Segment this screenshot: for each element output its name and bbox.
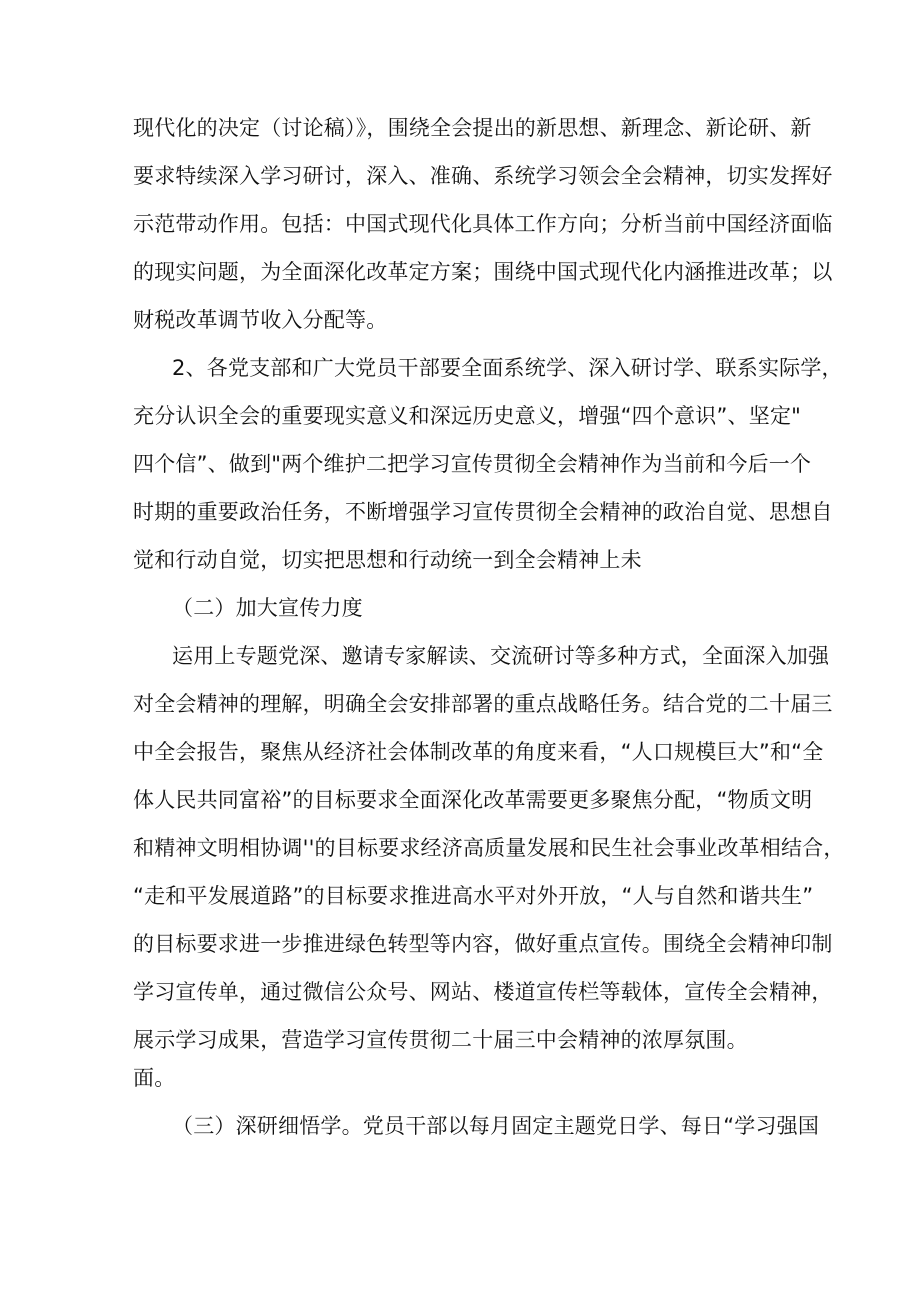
text-line: 中全会报告，聚焦从经济社会体制改革的角度来看，“人口规模巨大”和“全 [133, 740, 824, 764]
text-line: 展示学习成果，营造学习宣传贯彻二十届三中会精神的浓厚氛围。 [133, 1028, 748, 1052]
text-line: 四个信”、做到"两个维护二把学习宣传贯彻全会精神作为当前和今后一个 [133, 452, 812, 476]
text-line: 的目标要求进一步推进绿色转型等内容，做好重点宣传。围绕全会精神印制 [133, 932, 833, 956]
text-line: （三）深研细悟学。党员干部以每月固定主题党日学、每日“学习强国 [172, 1114, 820, 1138]
text-line: 体人民共同富裕”的目标要求全面深化改革需要更多聚焦分配，“物质文明 [133, 788, 813, 812]
text-line: 和精神文明相协调''的目标要求经济高质量发展和民生社会事业改革相结合， [133, 836, 845, 860]
text-line: 的现实问题，为全面深化改革定方案；围绕中国式现代化内涵推进改革；以 [133, 260, 833, 284]
text-line: 学习宣传单，通过微信公众号、网站、楼道宣传栏等载体，宣传全会精神， [133, 980, 833, 1004]
text-line: 示范带动作用。包括：中国式现代化具体工作方向；分析当前中国经济面临 [133, 212, 833, 236]
text-line: 2、各党支部和广大党员干部要全面系统学、深入研讨学、联系实际学， [172, 356, 843, 380]
text-line: 现代化的决定（讨论稿）》，围绕全会提出的新思想、新理念、新论研、新 [133, 116, 812, 140]
text-line: 财税改革调节收入分配等。 [133, 308, 388, 332]
text-line: 时期的重要政治任务，不断增强学习宣传贯彻全会精神的政治自觉、思想自 [133, 500, 833, 524]
text-line: 对全会精神的理解，明确全会安排部署的重点战略任务。结合党的二十届三 [133, 692, 833, 716]
text-line: 觉和行动自觉，切实把思想和行动统一到全会精神上未 [133, 548, 642, 572]
section-heading: （二）加大宣传力度 [172, 596, 363, 620]
text-line: “走和平发展道路”的目标要求推进高水平对外开放，“人与自然和谐共生” [133, 884, 814, 908]
text-line: 面。 [133, 1066, 176, 1090]
text-line: 充分认识全会的重要现实意义和深远历史意义，增强“四个意识”、坚定" [133, 404, 802, 428]
text-line: 运用上专题党深、邀请专家解读、交流研讨等多种方式，全面深入加强 [172, 644, 830, 668]
text-line: 要求特续深入学习研讨，深入、准确、系统学习领会全会精神，切实发挥好 [133, 164, 833, 188]
